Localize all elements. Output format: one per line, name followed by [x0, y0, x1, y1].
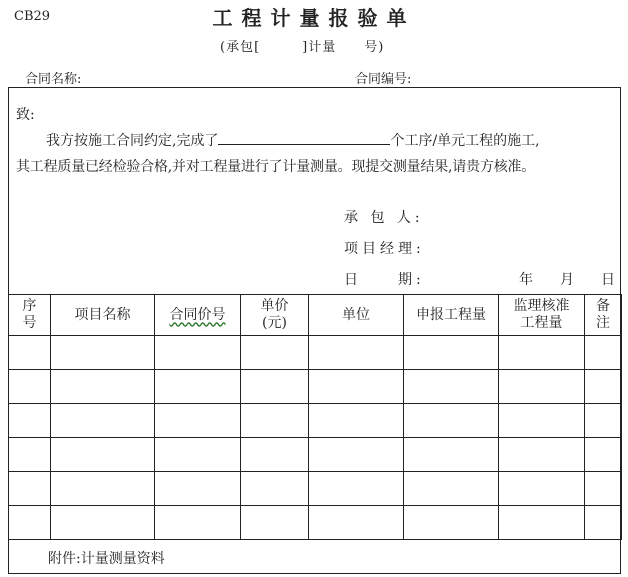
statement-line-2: 其工程质量已经检验合格,并对工程量进行了计量测量。现提交测量结果,请贵方核准。 [16, 159, 536, 175]
table-row [9, 370, 622, 404]
statement-line-1 [46, 130, 540, 150]
header-declared-quantity: 申报工程量 [404, 295, 499, 336]
table-row [9, 438, 622, 472]
quantity-blank-field[interactable] [218, 130, 390, 145]
statement-line-1-before: 我方按施工合同约定,完成了 [46, 133, 219, 149]
header-contract-price-no: 合同价号 [155, 295, 241, 336]
form-code: CB29 [14, 9, 51, 24]
contract-name-label: 合同名称: [25, 72, 82, 87]
table-row [9, 472, 622, 506]
table-header-row [9, 295, 622, 336]
table-row [9, 336, 622, 370]
date-label: 日 期: [344, 272, 425, 288]
attachment-note: 附件:计量测量资料 [48, 551, 165, 567]
addressee-label: 致: [16, 107, 35, 123]
table-row [9, 506, 622, 540]
contract-number-label: 合同编号: [355, 72, 412, 87]
header-unit: 单位 [309, 295, 404, 336]
header-remarks: 备注 [585, 295, 622, 336]
header-unit-price: 单价 (元) [241, 295, 309, 336]
project-manager-label: 项目经理: [344, 241, 425, 257]
header-item-name: 项目名称 [51, 295, 155, 336]
form-subtitle: (承包[ ]计量 号) [220, 40, 385, 55]
header-seq: 序号 [9, 295, 51, 336]
table-row [9, 404, 622, 438]
date-year-label: 年 [519, 272, 533, 288]
date-month-label: 月 [560, 272, 574, 288]
statement-line-1-after: 个工序/单元工程的施工, [390, 133, 540, 149]
date-day-label: 日 [601, 272, 615, 288]
quantity-table [8, 294, 622, 540]
form-title: 工程计量报验单 [212, 6, 416, 30]
header-supervisor-checked: 监理核准 工程量 [499, 295, 585, 336]
contractor-label: 承 包 人: [344, 210, 424, 226]
